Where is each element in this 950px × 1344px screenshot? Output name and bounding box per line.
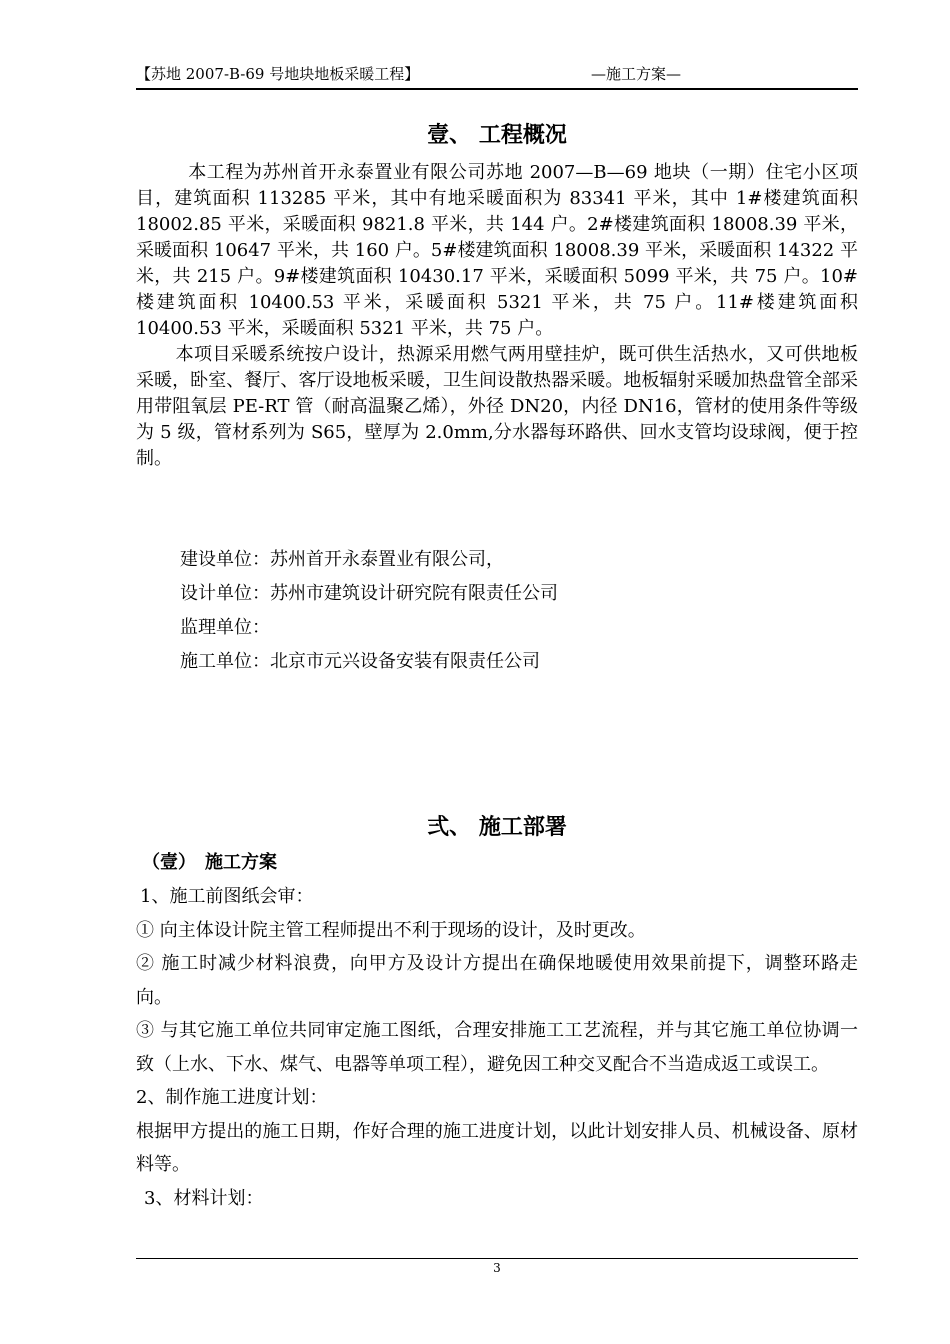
org-supervisor: 监理单位：	[180, 617, 270, 638]
section1-body	[136, 160, 858, 472]
page-number: 3	[493, 1261, 501, 1275]
org-designer: 设计单位：苏州市建筑设计研究院有限责任公司	[180, 583, 558, 604]
org-contractor: 施工单位：北京市元兴设备安装有限责任公司	[180, 651, 540, 672]
overview-paragraph-2: 本项目采暖系统按户设计，热源采用燃气两用壁挂炉，既可供生活热水，又可供地板采暖，卧室、餐厅、客厅设地板采暖，卫生间设散热器采暖。地板辐射采暖加热盘管全部采用带阻氧层 PE-RT 管（耐高温聚乙烯），外径 DN20，内径 DN16，管材的使用条件等级为 5 级，管材系列为 S65，壁厚为 2.0mm,分水器每环路供、回水支管均设球阀，便于控制。	[136, 344, 858, 469]
list-item: ① 向主体设计院主管工程师提出不利于现场的设计，及时更改。	[136, 919, 646, 941]
page-header	[136, 62, 858, 86]
list-item: 2、制作施工进度计划：	[136, 1087, 328, 1108]
list-item: 1、施工前图纸会审：	[140, 886, 314, 907]
section2-title: 弍、 施工部署	[427, 814, 567, 840]
list-item: ② 施工时减少材料浪费，向甲方及设计方提出在确保地暖使用效果前提下，调整环路走向。	[136, 953, 858, 1008]
section1-title: 壹、 工程概况	[427, 122, 567, 148]
header-doc-type: —施工方案—	[591, 65, 682, 83]
list-item: 3、材料计划：	[144, 1187, 264, 1209]
org-builder: 建设单位：苏州首开永泰置业有限公司，	[180, 549, 504, 570]
header-project-title: 【苏地 2007-B-69 号地块地板采暖工程】	[136, 65, 420, 83]
list-item: 根据甲方提出的施工日期，作好合理的施工进度计划，以此计划安排人员、机械设备、原材料等。	[136, 1120, 858, 1175]
footer-rule	[136, 1258, 858, 1259]
list-item: ③ 与其它施工单位共同审定施工图纸，合理安排施工工艺流程，并与其它施工单位协调一致（上水、下水、煤气、电器等单项工程），避免因工种交叉配合不当造成返工或误工。	[136, 1020, 858, 1075]
header-rule	[136, 88, 858, 90]
section2-subtitle: （壹） 施工方案	[142, 852, 277, 873]
organization-list	[180, 543, 558, 679]
section2-body	[136, 880, 858, 1215]
overview-paragraph-1: 本工程为苏州首开永泰置业有限公司苏地 2007—B—69 地块（一期）住宅小区项目，建筑面积 113285 平米，其中有地采暖面积为 83341 平米，其中 1#楼建筑面积 18002.85 平米，采暖面积 9821.8 平米，共 144 户。2#楼建筑面积 18008.39 平米，采暖面积 10647 平米，共 160 户。5#楼建筑面积 18008.39 平米，采暖面积 14322 平米，共 215 户。9#楼建筑面积 10430.17 平米，采暖面积 5099 平米，共 75 户。10#楼建筑面积 10400.53 平米，采暖面积 5321 平米，共 75 户。11#楼建筑面积 10400.53 平米，采暖面积 5321 平米，共 75 户。	[136, 162, 858, 339]
